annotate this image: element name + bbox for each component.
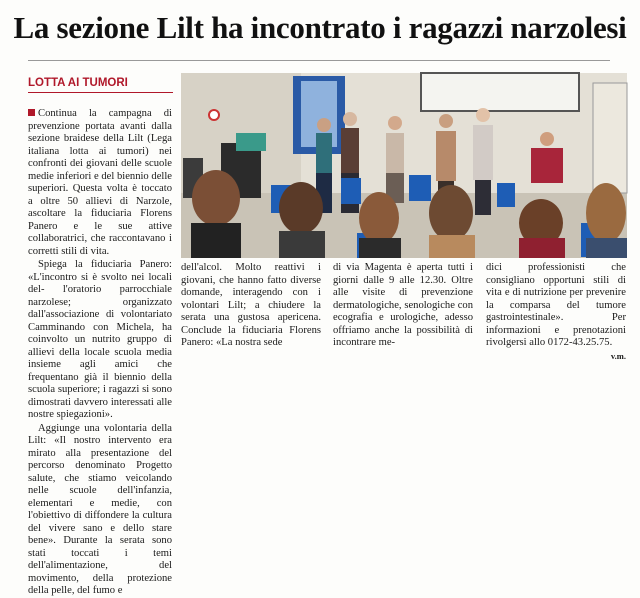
paragraph-2: Spiega la fiduciaria Panero: «L'incontro si è svolto nei locali del- l'oratorio parrocchiale narzolese; organizzato dall'associazione di volontariato Camminando con Michela, ha coinvolto un nutrito gruppo di allievi della locale scuola media insieme agli amici che frequentano già il biennio della scuola superiore; i ragazzi si sono dimostrati davvero interessati alle nostre spiegazioni».: [28, 259, 172, 420]
article-column-3: di via Magenta è aperta tutti i giorni dalle 9 alle 12.30. Oltre alle visite di prevenzione dermatologiche, senologiche con ecografia e urologiche, adesso offriamo anche la possibilità di incontrare me-: [333, 262, 473, 348]
article-column-2: dell'alcol. Molto reattivi i giovani, che hanno fatto diverse domande, interagendo con i volontari Lilt; a chiudere la serata una gustosa apericena. Conclude la fiduciaria Florens Panero: «La nostra sede: [181, 262, 321, 348]
paragraph-1: Continua la campagna di prevenzione portata avanti dalla sezione braidese della Lilt (Lega italiana lotta ai tumori) nei confronti dei giovani delle scuole medie inferiori e del biennio delle superiori. Questa volta è toccato a oltre 50 allievi di Narzole, ascoltare la fiduciaria Florens Panero e le sue attive collaboratrici, che raccontavano i corretti stili di vita.: [28, 108, 172, 257]
section-label: LOTTA AI TUMORI: [28, 77, 173, 93]
article-photo: [181, 73, 627, 258]
paragraph-3: Aggiunge una volontaria della Lilt: «Il nostro intervento era mirato alla presentazione del percorso denominato Progetto salute, che stiamo veicolando nelle scuole dell'infanzia, elementari e medie, con l'obiettivo di diffondere la cultura del vivere sano e dello stare bene». Durante la serata sono stati toccati i temi dell'alimentazione, del movimento, della protezione della pelle, del fumo e: [28, 422, 172, 596]
article-column-1: [28, 108, 172, 596]
column-4-text: dici professionisti che consigliano opportuni stili di vita e di nutrizione per prevenire la comparsa del tumore gastrointestinale». Per informazioni e prenotazioni rivolgersi allo 0172-43.25.75.: [486, 262, 626, 348]
headline: La sezione Lilt ha incontrato i ragazzi narzolesi: [13, 10, 627, 45]
bullet-square-icon: [28, 109, 35, 116]
article-column-4: [486, 262, 626, 362]
author-signature: v.m.: [610, 350, 626, 361]
top-rule: [28, 60, 610, 61]
